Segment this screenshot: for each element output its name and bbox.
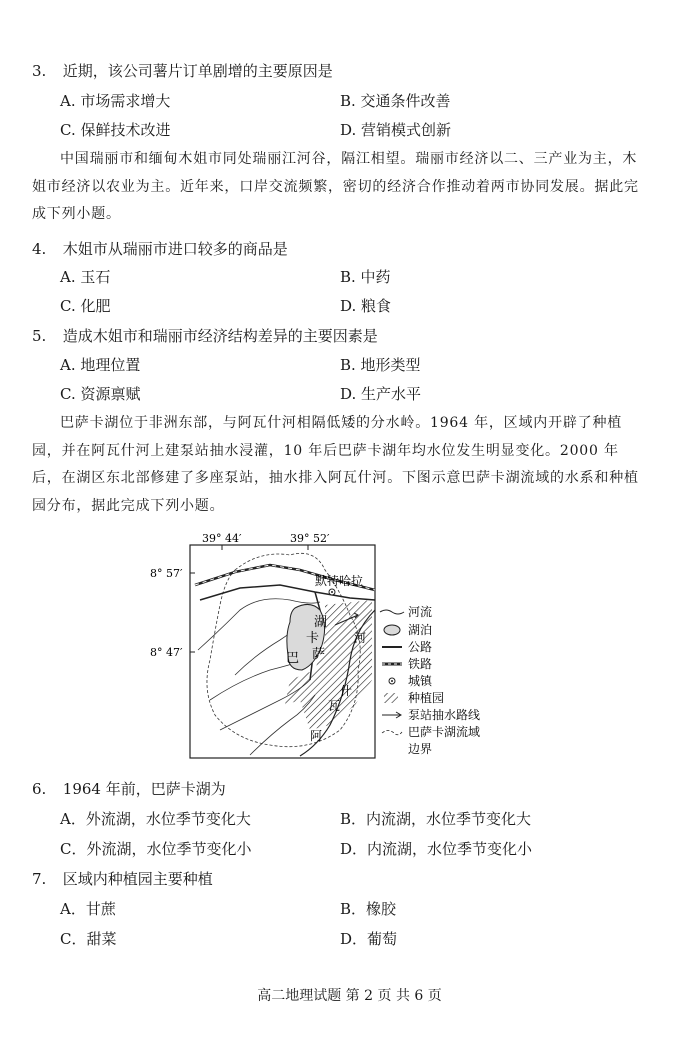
river-label-char: 什 — [340, 684, 353, 698]
svg-text:公路: 公路 — [408, 640, 433, 654]
option-a: A. 地理位置 — [60, 356, 141, 374]
question-number: 5. — [32, 327, 47, 345]
lake-shape-icon — [384, 625, 400, 635]
option-c: C. 化肥 — [60, 297, 111, 315]
river-label-char: 河 — [354, 631, 367, 645]
option-b: B. 中药 — [340, 268, 391, 286]
option-d: D．葡萄 — [340, 930, 398, 948]
lake-label-char: 湖 — [314, 615, 328, 630]
river-label-char: 瓦 — [328, 699, 341, 713]
question-stem: 造成木姐市和瑞丽市经济结构差异的主要因素是 — [62, 327, 378, 345]
town-label: 默特哈拉 — [315, 574, 364, 588]
option-c: C．外流湖，水位季节变化小 — [60, 840, 252, 858]
option-d: D. 生产水平 — [340, 385, 422, 403]
map-legend — [380, 604, 480, 756]
svg-text:泵站抽水路线: 泵站抽水路线 — [408, 708, 481, 722]
plantation-hatch-icon — [384, 693, 398, 703]
option-c: C．甜菜 — [60, 930, 117, 948]
lake-label-char: 巴 — [286, 651, 300, 666]
lake-label-char: 卡 — [306, 631, 320, 646]
longitude-label-2: 39° 52′ — [290, 532, 330, 545]
question-stem: 区域内种植园主要种植 — [62, 870, 213, 888]
svg-text:湖泊: 湖泊 — [408, 623, 433, 637]
option-d: D. 营销模式创新 — [340, 121, 452, 139]
question-5 — [32, 325, 378, 346]
svg-text:铁路: 铁路 — [408, 657, 433, 671]
option-a: A. 市场需求增大 — [60, 92, 171, 110]
question-7 — [32, 868, 213, 889]
latitude-label-2: 8° 47′ — [150, 646, 183, 659]
latitude-label-1: 8° 57′ — [150, 567, 183, 580]
reading-passage-2: 巴萨卡湖位于非洲东部，与阿瓦什河相隔低矮的分水岭。1964 年，区域内开辟了种植园，并在阿瓦什河上建泵站抽水浸灌，10 年后巴萨卡湖年均水位发生明显变化。2000 年后，在湖区东北部修建了多座泵站，抽水排入阿瓦什河。下图示意巴萨卡湖流域的水系和种植园分布，据此完成下列小题。 — [32, 415, 639, 514]
question-number: 4. — [32, 240, 47, 258]
question-6 — [32, 778, 226, 799]
option-a: A．外流湖，水位季节变化大 — [60, 810, 251, 828]
option-b: B. 地形类型 — [340, 356, 421, 374]
option-d: D. 粮食 — [340, 297, 392, 315]
option-a: A. 玉石 — [60, 268, 111, 286]
question-stem: 1964 年前，巴萨卡湖为 — [62, 780, 226, 798]
option-c: C. 保鲜技术改进 — [60, 121, 171, 139]
question-4 — [32, 238, 288, 259]
reading-passage-1: 中国瑞丽市和缅甸木姐市同处瑞丽江河谷，隔江相望。瑞丽市经济以二、三产业为主，木姐市经济以农业为主。近年来，口岸交流频繁，密切的经济合作推动着两市协同发展。据此完成下列小题。 — [32, 151, 639, 222]
svg-text:城镇: 城镇 — [408, 674, 433, 688]
question-stem: 木姐市从瑞丽市进口较多的商品是 — [62, 240, 288, 258]
question-3 — [32, 60, 333, 81]
longitude-label-1: 39° 44′ — [202, 532, 242, 545]
lake-label-char: 萨 — [312, 647, 326, 662]
svg-text:边界: 边界 — [408, 742, 433, 756]
lake-basin-map-figure — [140, 530, 540, 765]
river-line-icon — [380, 610, 404, 614]
river-label-char: 阿 — [310, 729, 323, 743]
option-b: B. 交通条件改善 — [340, 92, 451, 110]
question-number: 6. — [32, 780, 47, 798]
question-stem: 近期，该公司薯片订单剧增的主要原因是 — [62, 62, 333, 80]
question-number: 7. — [32, 870, 47, 888]
question-number: 3. — [32, 62, 47, 80]
svg-text:巴萨卡湖流域: 巴萨卡湖流域 — [408, 725, 481, 739]
basin-boundary-icon — [382, 731, 402, 735]
option-c: C. 资源禀赋 — [60, 385, 141, 403]
svg-text:种植园: 种植园 — [408, 691, 445, 705]
option-d: D．内流湖，水位季节变化小 — [340, 840, 533, 858]
page-footer: 高二地理试题 第 2 页 共 6 页 — [257, 988, 442, 1004]
option-b: B．内流湖，水位季节变化大 — [340, 810, 532, 828]
option-b: B．橡胶 — [340, 900, 397, 918]
svg-text:河流: 河流 — [408, 605, 433, 619]
option-a: A．甘蔗 — [60, 900, 116, 918]
